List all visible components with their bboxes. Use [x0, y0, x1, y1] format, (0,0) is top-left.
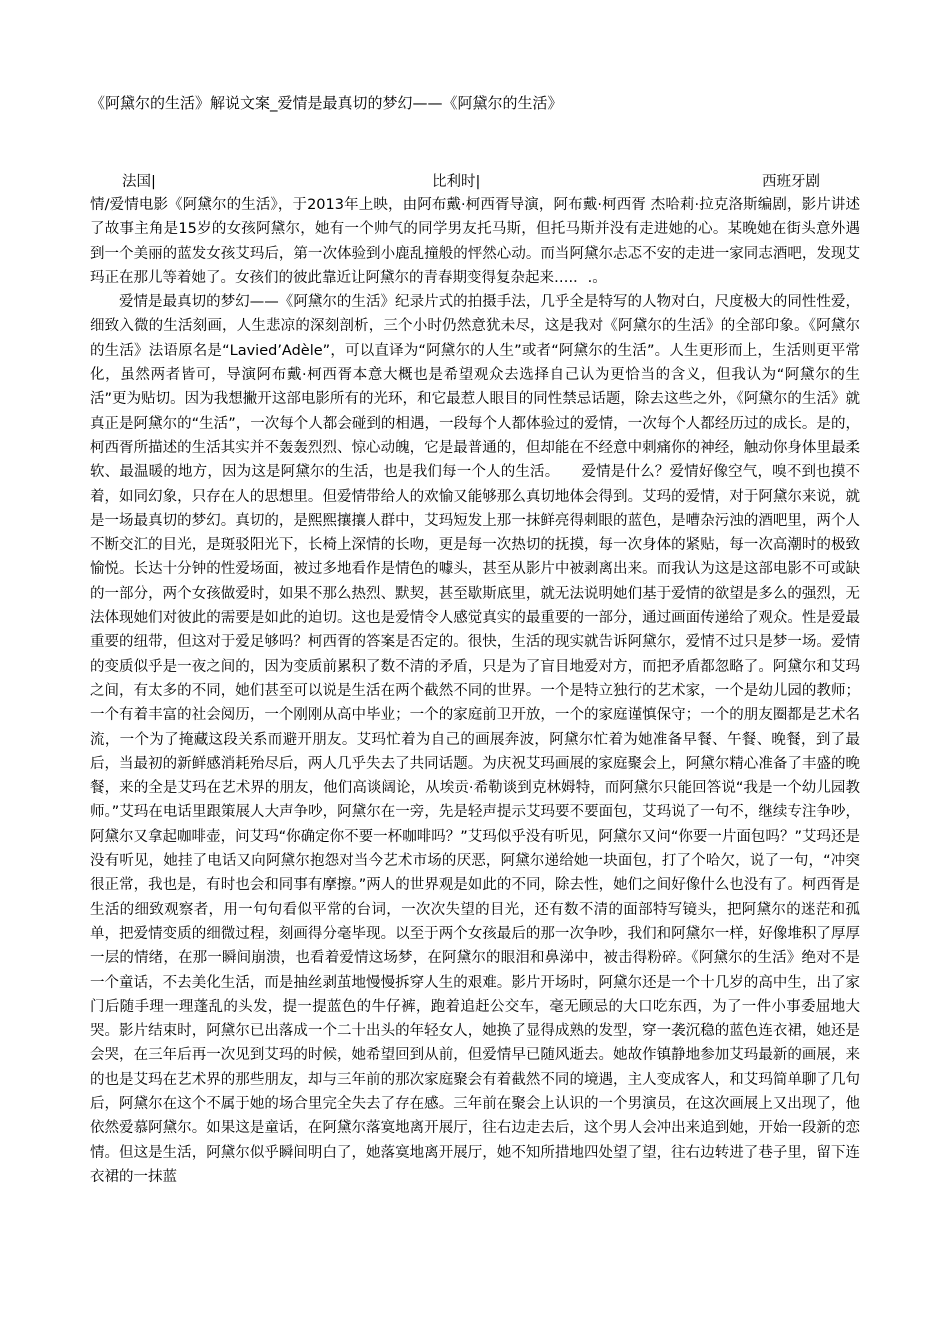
country-row [0, 172, 950, 192]
paragraph-intro: 情/爱情电影《阿黛尔的生活》，于2013年上映，由阿布戴·柯西胥导演，阿布戴·柯西胥 杰哈莉·拉克洛斯编剧，影片讲述了故事主角是15岁的女孩阿黛尔，她有一个帅气的同学男友托马斯，但托马斯并没有走进她的心。某晚她在街头意外遇到一个美丽的蓝发女孩艾玛后，第一次体验到小鹿乱撞般的怦然心动。而当阿黛尔忐忑不安的走进一家同志酒吧，发现艾玛正在那儿等着她了。女孩们的彼此靠近让阿黛尔的青春期变得复杂起来….．.。 [90, 197, 860, 286]
country-belgium: 比利时| [432, 174, 481, 190]
document-title: 《阿黛尔的生活》解说文案_爱情是最真切的梦幻——《阿黛尔的生活》 [90, 94, 563, 112]
body-text [90, 193, 860, 1189]
paragraph-review: 爱情是最真切的梦幻——《阿黛尔的生活》纪录片式的拍摄手法，几乎全是特写的人物对白，尺度极大的同性性爱，细致入微的生活刻画，人生悲凉的深刻剖析，三个小时仍然意犹未尽，这是我对《阿黛尔的生活》的全部印象。《阿黛尔的生活》法语原名是“Lavied’Adèle”，可以直译为“阿黛尔的人生”或者“阿黛尔的生活”。人生更形而上，生活则更平常化，虽然两者皆可，导演阿布戴·柯西胥本意大概也是希望观众去选择自己认为更恰当的含义，但我认为“阿黛尔的生活”更为贴切。因为我想撇开这部电影所有的光环，和它最惹人眼目的同性禁忌话题，除去这些之外，《阿黛尔的生活》就真正是阿黛尔的“生活”，一次每个人都会碰到的相遇，一段每个人都体验过的爱情，一次每个人都经历过的成长。是的，柯西胥所描述的生活其实并不轰轰烈烈、惊心动魄，它是最普通的，但却能在不经意中刺痛你的神经，触动你身体里最柔软、最温暖的地方，因为这是阿黛尔的生活，也是我们每一个人的生活。 爱情是什么？爱情好像空气，嗅不到也摸不着，如同幻象，只存在人的思想里。但爱情带给人的欢愉又能够那么真切地体会得到。艾玛的爱情，对于阿黛尔来说，就是一场最真切的梦幻。真切的，是熙熙攘攘人群中，艾玛短发上那一抹鲜亮得刺眼的蓝色，是嘈杂污浊的酒吧里，两个人不断交汇的目光，是斑驳阳光下，长椅上深情的长吻，更是每一次热切的抚摸，每一次身体的紧贴，每一次高潮时的极致愉悦。长达十分钟的性爱场面，被过多地看作是情色的噱头，甚至从影片中被剥离出来。而我认为这是这部电影不可或缺的一部分，两个女孩做爱时，如果不那么热烈、默契，甚至歇斯底里，就无法说明她们基于爱情的欲望是多么的强烈，无法体现她们对彼此的需要是如此的迫切。这也是爱情令人感觉真实的最重要的一部分，通过画面传递给了观众。性是爱最重要的纽带，但这对于爱足够吗？柯西胥的答案是否定的。很快，生活的现实就告诉阿黛尔，爱情不过只是梦一场。爱情的变质似乎是一夜之间的，因为变质前累积了数不清的矛盾，只是为了盲目地爱对方，而把矛盾都忽略了。阿黛尔和艾玛之间，有太多的不同，她们甚至可以说是生活在两个截然不同的世界。一个是特立独行的艺术家，一个是幼儿园的教师；一个有着丰富的社会阅历，一个刚刚从高中毕业；一个的家庭前卫开放，一个的家庭谨慎保守；一个的朋友圈都是艺术名流，一个为了掩藏这段关系而避开朋友。艾玛忙着为自己的画展奔波，阿黛尔忙着为她准备早餐、午餐、晚餐，到了最后，当最初的新鲜感消耗殆尽后，两人几乎失去了共同话题。为庆祝艾玛画展的家庭聚会上，阿黛尔精心准备了丰盛的晚餐，来的全是艾玛在艺术界的朋友，他们高谈阔论，从埃贡·希勒谈到克林姆特，而阿黛尔只能回答说“我是一个幼儿园教师。”艾玛在电话里跟策展人大声争吵，阿黛尔在一旁，先是轻声提示艾玛要不要面包，艾玛说了一句不，继续专注争吵，阿黛尔又拿起咖啡壶，问艾玛“你确定你不要一杯咖啡吗？”艾玛似乎没有听见，阿黛尔又问“你要一片面包吗？”艾玛还是没有听见，她挂了电话又向阿黛尔抱怨对当今艺术市场的厌恶，阿黛尔递给她一块面包，打了个哈欠，说了一句，“冲突很正常，我也是，有时也会和同事有摩擦。”两人的世界观是如此的不同，除去性，她们之间好像什么也没有了。柯西胥是生活的细致观察者，用一句句看似平常的台词，一次次失望的目光，还有数不清的面部特写镜头，把阿黛尔的迷茫和孤单，把爱情变质的细微过程，刻画得分毫毕现。以至于两个女孩最后的那一次争吵，我们和阿黛尔一样，好像堆积了厚厚一层的情绪，在那一瞬间崩溃，也看着爱情这场梦，在阿黛尔的眼泪和鼻涕中，被击得粉碎。《阿黛尔的生活》绝对不是一个童话，不去美化生活，而是抽丝剥茧地慢慢拆穿人生的艰难。影片开场时，阿黛尔还是一个十几岁的高中生，出了家门后随手理一理蓬乱的头发，提一提蓝色的牛仔裤，跑着追赶公交车，毫无顾忌的大口吃东西，为了一件小事委屈地大哭。影片结束时，阿黛尔已出落成一个二十出头的年轻女人，她换了显得成熟的发型，穿一袭沉稳的蓝色连衣裙，她还是会哭，在三年后再一次见到艾玛的时候，她希望回到从前，但爱情早已随风逝去。她故作镇静地参加艾玛最新的画展，来的也是艾玛在艺术界的那些朋友，却与三年前的那次家庭聚会有着截然不同的境遇，主人变成客人，和艾玛简单聊了几句后，阿黛尔在这个不属于她的场合里完全失去了存在感。三年前在聚会上认识的一个男演员，在这次画展上又出现了，他依然爱慕阿黛尔。如果这是童话，在阿黛尔落寞地离开展厅，往右边走去后，这个男人会冲出来追到她，开始一段新的恋情。但这是生活，阿黛尔似乎瞬间明白了，她落寞地离开展厅，她不知所措地四处望了望，往右边转进了巷子里，留下连衣裙的一抹蓝 [90, 294, 860, 1185]
country-spain-genre: 西班牙剧 [762, 174, 820, 190]
country-france: 法国| [122, 174, 156, 190]
